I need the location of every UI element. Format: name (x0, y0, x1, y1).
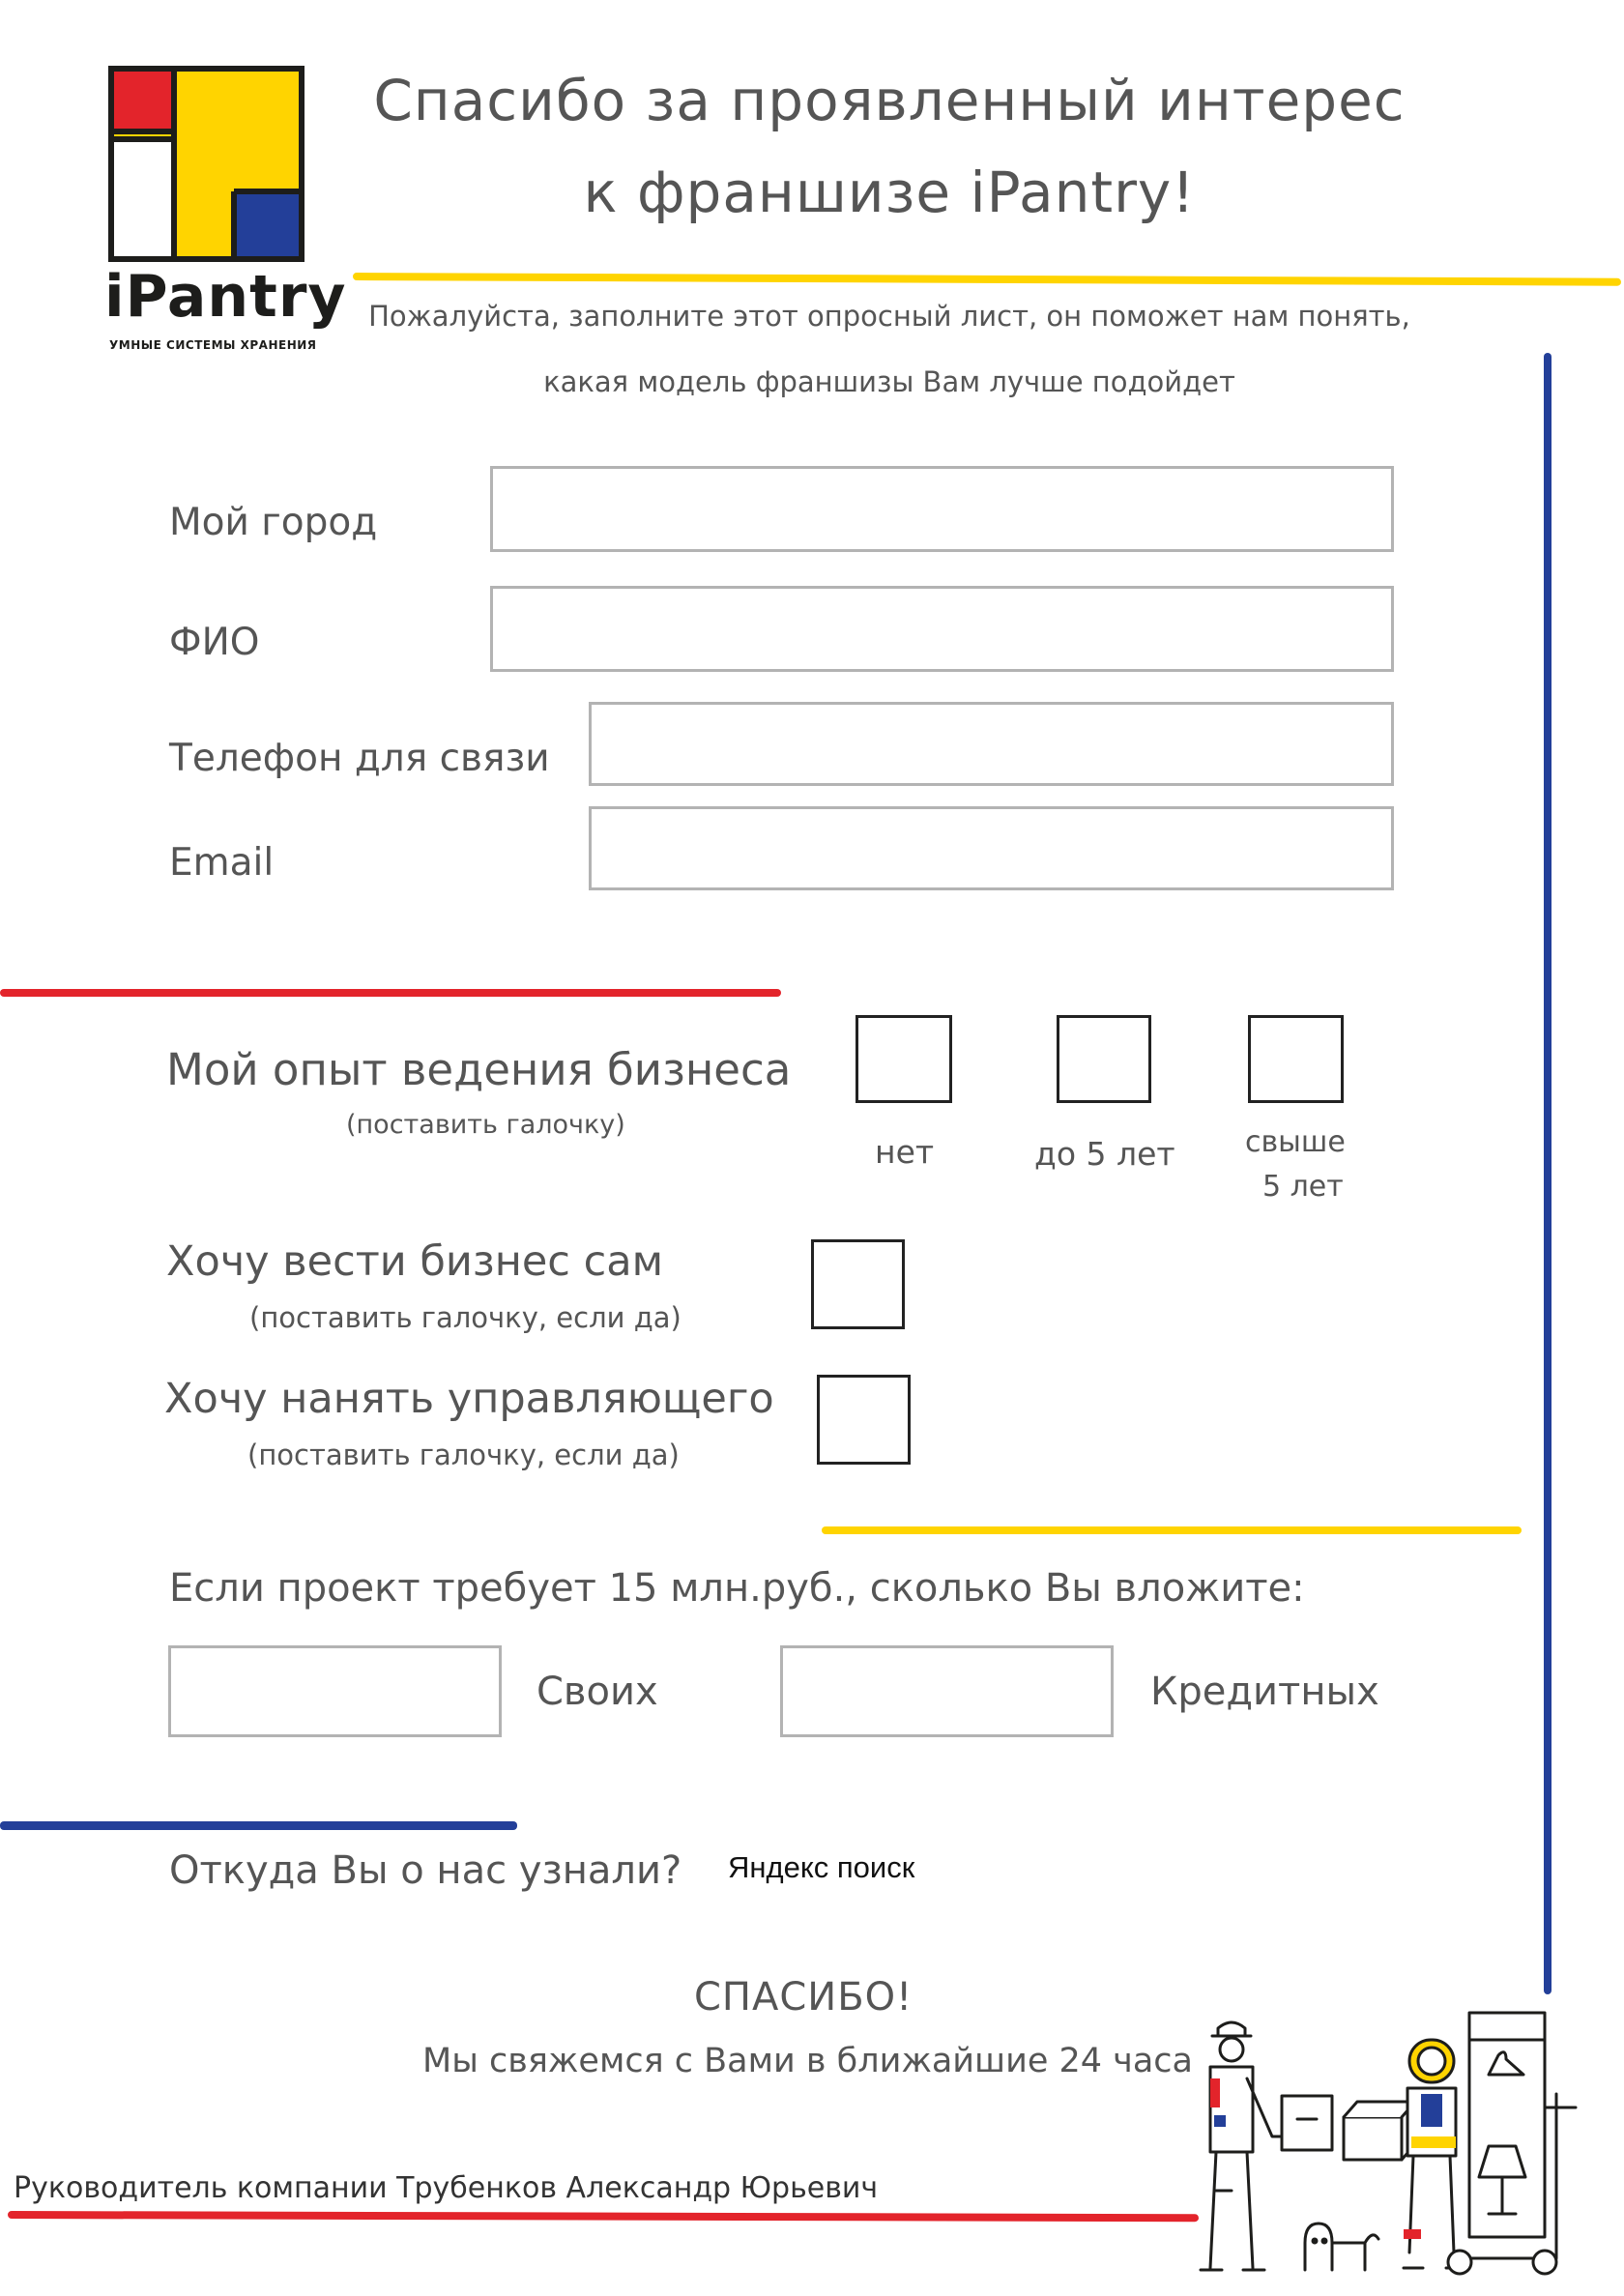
illustration (1189, 2001, 1614, 2291)
contact-note: Мы свяжемся с Вами в ближайшие 24 часа (422, 2042, 1193, 2080)
experience-option-under5: до 5 лет (1034, 1135, 1175, 1173)
logo-wordmark: iPantry (104, 263, 347, 331)
experience-none-checkbox[interactable] (856, 1015, 952, 1103)
signature: Руководитель компании Трубенков Александр Юрьевич (14, 2171, 879, 2205)
hire-manager-checkbox[interactable] (817, 1375, 911, 1465)
experience-hint: (поставить галочку) (346, 1110, 625, 1140)
fio-label: ФИО (169, 621, 260, 664)
experience-under5-checkbox[interactable] (1057, 1015, 1151, 1103)
logo-tagline: УМНЫЕ СИСТЕМЫ ХРАНЕНИЯ (109, 338, 317, 352)
hire-manager-hint: (поставить галочку, если да) (247, 1439, 680, 1471)
self-manage-checkbox[interactable] (811, 1239, 905, 1329)
city-input[interactable] (490, 466, 1394, 552)
thanks-heading: СПАСИБО! (694, 1975, 914, 2020)
phone-label: Телефон для связи (169, 737, 550, 780)
own-funds-input[interactable] (168, 1645, 502, 1737)
blue-rule-low (0, 1821, 517, 1830)
source-question: Откуда Вы о нас узнали? (169, 1848, 682, 1893)
delivery-illustration (1189, 2001, 1614, 2291)
intro-text-line2: какая модель франшизы Вам лучше подойдет (543, 365, 1235, 398)
page-title-line1: Спасибо за проявленный интерес (373, 68, 1406, 133)
credit-funds-label: Кредитных (1150, 1670, 1379, 1714)
blue-vertical-rule (1544, 353, 1552, 1994)
email-input[interactable] (589, 806, 1394, 890)
fio-input[interactable] (490, 586, 1394, 672)
experience-option-none: нет (875, 1133, 935, 1171)
email-label: Email (169, 841, 275, 885)
phone-input[interactable] (589, 702, 1394, 786)
hire-manager-label: Хочу нанять управляющего (164, 1375, 774, 1423)
source-answer[interactable]: Яндекс поиск (728, 1850, 915, 1884)
logo (108, 66, 304, 262)
yellow-rule-mid (822, 1526, 1522, 1534)
page-title-line2: к франшизе iPantry! (583, 160, 1196, 225)
yellow-rule-top (353, 273, 1621, 286)
city-label: Мой город (169, 501, 378, 544)
logo-mark (108, 66, 304, 262)
credit-funds-input[interactable] (780, 1645, 1114, 1737)
experience-option-over5-line2: 5 лет (1262, 1170, 1344, 1204)
self-manage-label: Хочу вести бизнес сам (166, 1237, 664, 1286)
experience-over5-checkbox[interactable] (1248, 1015, 1344, 1103)
red-rule-mid (0, 989, 781, 997)
intro-text-line1: Пожалуйста, заполните этот опросный лист, он поможет нам понять, (368, 300, 1410, 333)
self-manage-hint: (поставить галочку, если да) (249, 1301, 682, 1334)
experience-option-over5-line1: свыше (1245, 1125, 1346, 1159)
investment-question: Если проект требует 15 млн.руб., сколько Вы вложите: (169, 1566, 1305, 1611)
own-funds-label: Своих (536, 1670, 658, 1714)
red-rule-bottom (8, 2211, 1199, 2222)
experience-label: Мой опыт ведения бизнеса (166, 1044, 792, 1095)
